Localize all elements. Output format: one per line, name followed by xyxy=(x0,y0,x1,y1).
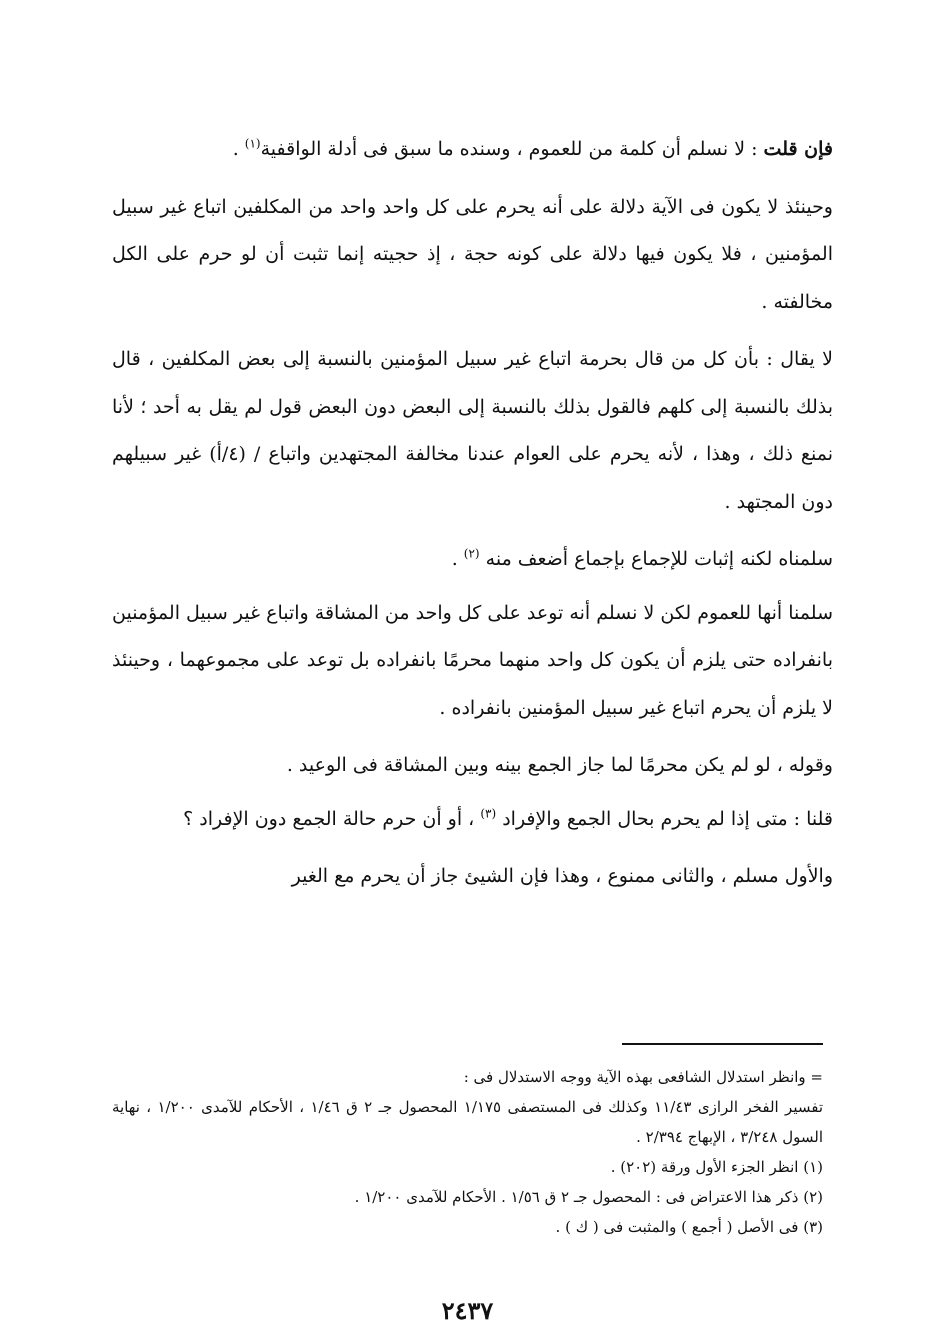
paragraph: سلمنا أنها للعموم لكن لا نسلم أنه توعد على كل واحد من المشاقة واتباع غير سبيل المؤمنين بانفراده حتى يلزم أن يكون كل واحد منهما محرمًا بانفراده بل توعد على مجموعهما ، وحينئذ لا يلزم أن يحرم اتباع غير سبيل المؤمنين بانفراده . xyxy=(112,601,833,719)
paragraph-text: : لا نسلم أن كلمة من للعموم ، وسنده ما سبق فى أدلة الواقفية xyxy=(260,138,764,160)
paragraph-text: سلمناه لكنه إثبات للإجماع بإجماع أضعف منه xyxy=(479,548,833,570)
footnote-3: (٣) فى الأصل ( أجمع ) والمثبت فى ( ك ) . xyxy=(555,1218,823,1236)
paragraph-tail: . xyxy=(232,138,245,160)
footnote-ref: (٢) xyxy=(463,546,480,561)
footnote-divider xyxy=(622,1043,823,1045)
paragraph: لا يقال : بأن كل من قال بحرمة اتباع غير سبيل المؤمنين بالنسبة إلى بعض المكلفين ، قال بذلك بالنسبة إلى كلهم فالقول بذلك بالنسبة إلى البعض دون البعض قول لم يقل به أحد ؛ لأنا نمنع ذلك ، وهذا ، لأنه يحرم على العوام عندنا مخالفة المجتهدين واتباع / (٤/أ) غير سبيلهم دون المجتهد . xyxy=(112,348,834,513)
main-text xyxy=(112,126,833,911)
page-number: ٢٤٣٧ xyxy=(441,1296,494,1325)
paragraph: وحينئذ لا يكون فى الآية دلالة على أنه يحرم على كل واحد واحد من المكلفين اتباع غير سبيل المؤمنين ، فلا يكون فيها دلالة على كونه حجة ، إذ حجيته إنما تثبت أن لو حرم على الكل مخالفته . xyxy=(112,195,833,313)
paragraph-text: قلنا : متى إذا لم يحرم بحال الجمع والإفراد xyxy=(496,807,833,830)
paragraph xyxy=(112,796,833,844)
footnote-ref: (٣) xyxy=(480,806,497,821)
footnote-1: (١) انظر الجزء الأول ورقة (٢٠٢) . xyxy=(610,1158,823,1176)
footnote-2: (٢) ذكر هذا الاعتراض فى : المحصول جـ ٢ ق ١/٥٦ . الأحكام للآمدى ١/٢٠٠ . xyxy=(354,1188,823,1206)
footnote-continuation: تفسير الفخر الرازى ١١/٤٣ وكذلك فى المستصفى ١/١٧٥ المحصول جـ ٢ ق ١/٤٦ ، الأحكام للآمدى ١/٢٠٠ ، نهاية السول ٣/٢٤٨ ، الإبهاج ٢/٣٩٤ . xyxy=(112,1098,824,1146)
objection-lead: فإن قلت xyxy=(763,138,833,160)
paragraph xyxy=(112,126,833,174)
paragraph-tail: . xyxy=(451,548,464,570)
paragraph-tail: ، أو أن حرم حالة الجمع دون الإفراد ؟ xyxy=(183,807,481,830)
paragraph: والأول مسلم ، والثانى ممنوع ، وهذا فإن الشيئ جاز أن يحرم مع الغير xyxy=(291,865,833,887)
paragraph: وقوله ، لو لم يكن محرمًا لما جاز الجمع بينه وبين المشاقة فى الوعيد . xyxy=(286,754,833,776)
footnote-ref: (١) xyxy=(244,136,261,151)
paragraph xyxy=(112,536,833,584)
footnote-continuation: = وانظر استدلال الشافعى بهذه الآية ووجه الاستدلال فى : xyxy=(463,1068,823,1086)
footnotes xyxy=(112,1062,823,1242)
